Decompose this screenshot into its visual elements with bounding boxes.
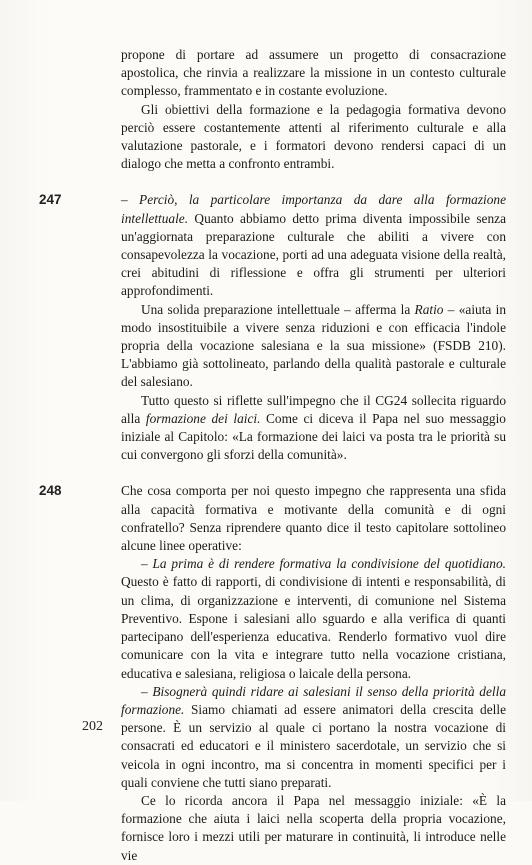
paragraph: Che cosa comporta per noi questo impegno che rappresenta una sfida alla capacità formativa e motivante della comunità e di ogni confratello? Senza riprendere quanto dice il testo capitolare sottolineo alcune linee operative: (121, 483, 506, 554)
paragraph-text: Tutto questo si riflette sull'impegno che il CG24 sollecita riguardo alla (121, 392, 506, 426)
paragraph (121, 555, 506, 682)
section-247 (39, 191, 506, 464)
paragraph-text: Una solida preparazione intellettuale – afferma la (141, 301, 415, 317)
paragraph (121, 392, 506, 465)
paragraph-text: Come ci diceva il Papa nel suo messaggio iniziale al Capitolo: «La formazione dei laici va posta tra le priorità su cui convergono gli sforzi della comunità». (121, 410, 506, 463)
italic-term: Ratio (414, 301, 444, 317)
section-number: 248 (39, 483, 62, 499)
paragraph (121, 301, 506, 392)
italic-heading: – Perciò, la particolare importanza da dare alla formazione intellettuale. (121, 192, 506, 226)
paragraph-text: Questo è fatto di rapporti, di condivisione di intenti e responsabilità, di un clima, di organizzazione e interventi, di comunione nel Sistema Preventivo. Espone i salesiani allo sguardo e alla verifica di quanti partecipano dell'esperienza educativa. Renderlo formativo vuol dire comunicare con la vita e integrare tutto nella vocazione cristiana, educativa e salesiana, religiosa o laicale della persona. (121, 574, 506, 681)
italic-heading: – La prima è di rendere formativa la condivisione del quotidiano. (141, 556, 506, 572)
paragraph: propone di portare ad assumere un progetto di consacrazione apostolica, che rinvia a realizzare la missione in un contesto culturale complesso, frammentato e in costante evoluzione. (121, 47, 506, 99)
section-number: 247 (39, 192, 62, 208)
paragraph (121, 191, 506, 300)
paragraph-text: Siamo chiamati ad essere animatori della crescita delle persone. È un servizio al quale ci portano la nostra vocazione di consacrati ed educatori e il ministero sacerdotale, un servizio che si veicola in ogni incontro, ma si concentra in momenti specifici per i quali conviene che tutti siano preparati. (121, 701, 506, 790)
paragraph-text: Quanto abbiamo detto prima diventa impossibile senza un'aggiornata preparazione culturale che abiliti a vivere con consapevolezza la vocazione, porti ad una adeguata visione della realtà, crei abitudini di riflessione e offra gli strumenti per ulteriori approfondimenti. (121, 210, 506, 299)
section-continuation (121, 46, 506, 173)
paragraph (121, 683, 506, 792)
page-number: 202 (82, 719, 103, 734)
paragraph-text: – «aiuta in modo insostituibile a vivere senza riduzioni e con efficacia l'indole propria della vocazione salesiana e la sua missione» (FSDB 210). L'abbiamo già sottolineato, parlando della qualità pastorale e culturale del salesiano. (121, 301, 506, 390)
paragraph: Ce lo ricorda ancora il Papa nel messaggio iniziale: «È la formazione che aiuta i laici nella scoperta della propria vocazione, fornisce loro i mezzi utili per maturare in continuità, li introduce nelle vie (121, 792, 506, 863)
italic-term: formazione dei laici. (145, 410, 261, 426)
paragraph: Gli obiettivi della formazione e la pedagogia formativa devono perciò essere costantemente attenti al riferimento culturale e alla valutazione pastorale, e i formatori devono rendersi capaci di un dialogo che metta a confronto entrambi. (121, 101, 506, 172)
italic-heading: – Bisognerà quindi ridare ai salesiani il senso della priorità della formazione. (121, 683, 506, 717)
